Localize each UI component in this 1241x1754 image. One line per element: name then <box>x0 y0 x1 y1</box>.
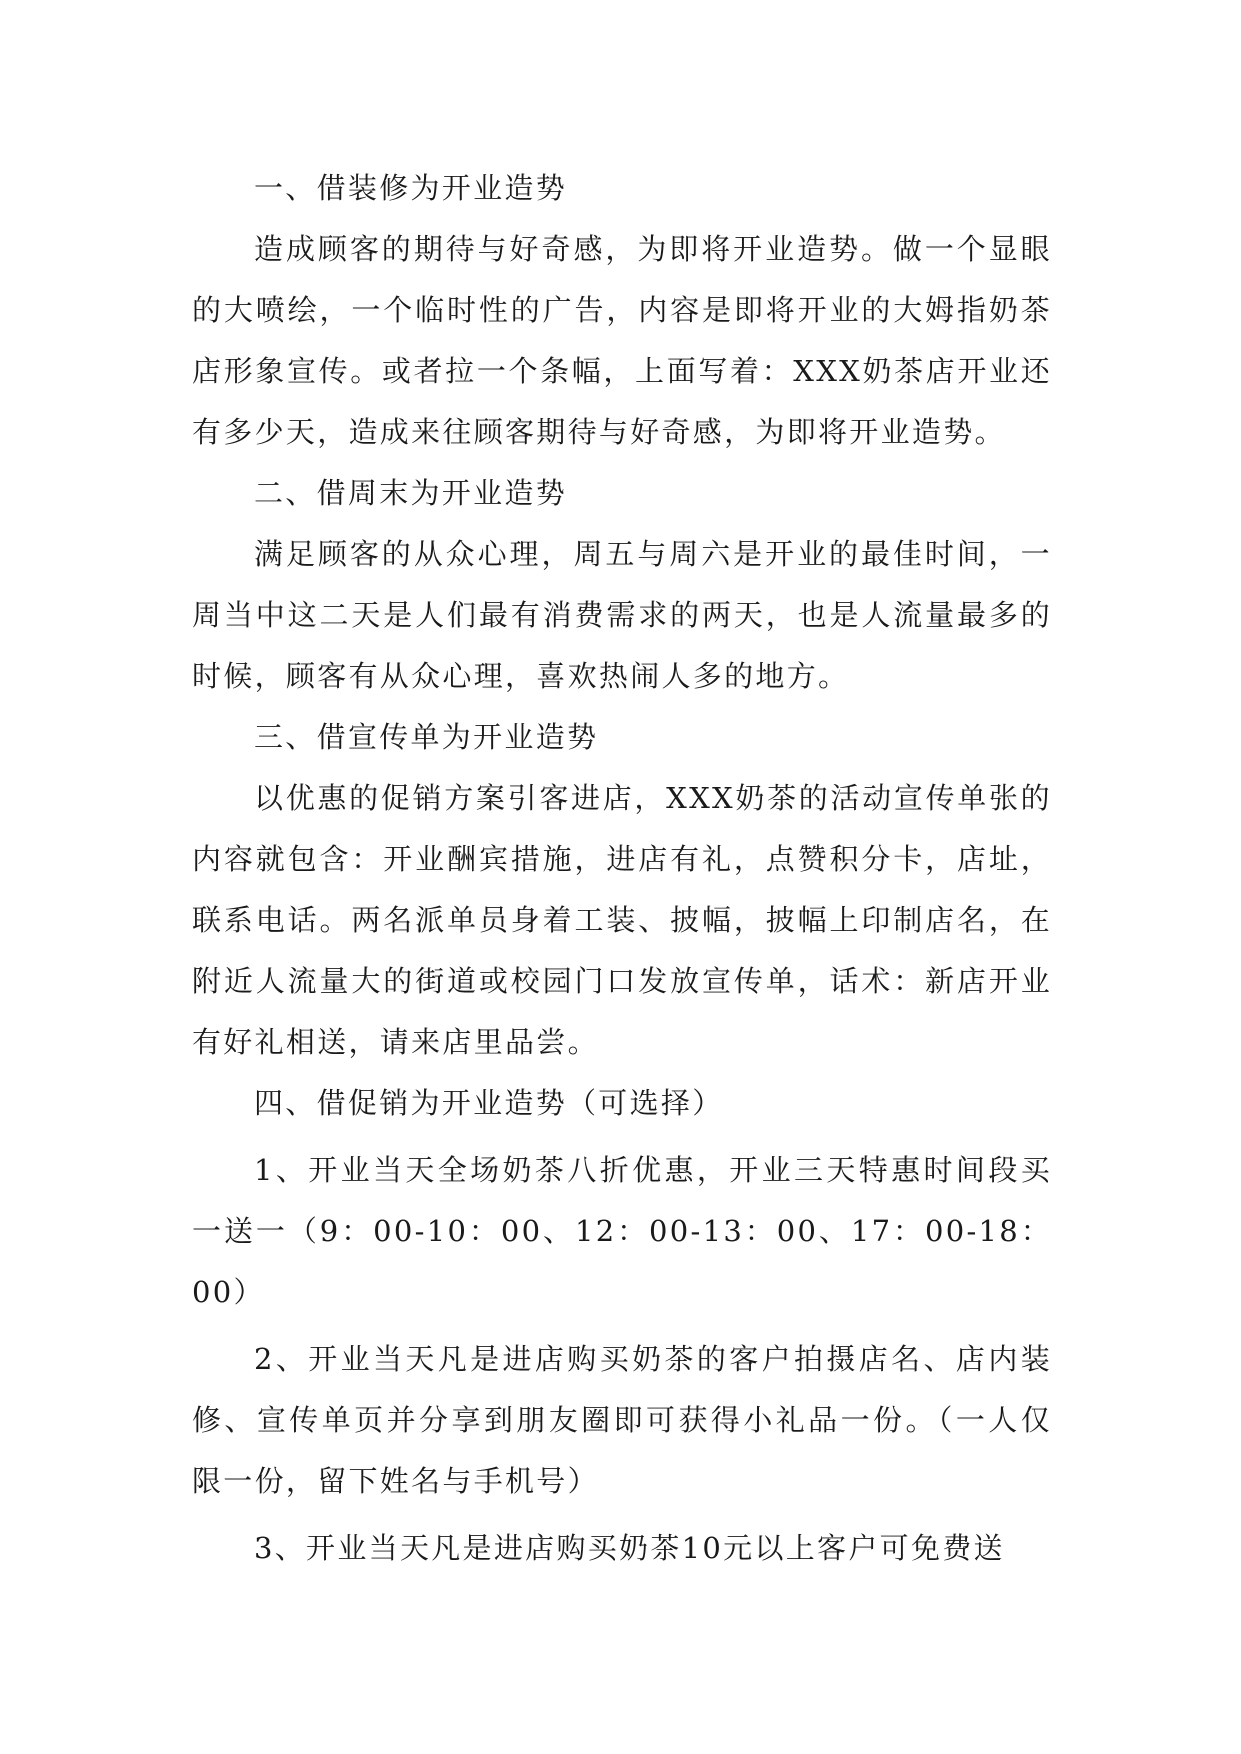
list-item-promotion-2: 2、开业当天凡是进店购买奶茶的客户拍摄店名、店内装修、宣传单页并分享到朋友圈即可获得小礼品一份。（一人仅限一份，留下姓名与手机号） <box>192 1342 1052 1498</box>
heading-flyer: 三、借宣传单为开业造势 <box>254 720 599 754</box>
document-body <box>192 158 1052 1579</box>
paragraph-renovation: 造成顾客的期待与好奇感，为即将开业造势。做一个显眼的大喷绘，一个临时性的广告，内容是即将开业的大姆指奶茶店形象宣传。或者拉一个条幅，上面写着：XXX奶茶店开业还有多少天，造成来往顾客期待与好奇感，为即将开业造势。 <box>192 232 1052 449</box>
paragraph-weekend: 满足顾客的从众心理，周五与周六是开业的最佳时间，一周当中这二天是人们最有消费需求的两天，也是人流量最多的时候，顾客有从众心理，喜欢热闹人多的地方。 <box>192 537 1052 693</box>
list-item-promotion-3: 3、开业当天凡是进店购买奶茶10元以上客户可免费送 <box>254 1531 1005 1565</box>
heading-promotion: 四、借促销为开业造势（可选择） <box>254 1086 724 1120</box>
heading-renovation: 一、借装修为开业造势 <box>254 171 568 205</box>
heading-weekend: 二、借周末为开业造势 <box>254 476 568 510</box>
list-item-promotion-1: 1、开业当天全场奶茶八折优惠，开业三天特惠时间段买一送一（9：00-10：00、12：00-13：00、17：00-18：00） <box>192 1153 1052 1309</box>
paragraph-flyer: 以优惠的促销方案引客进店，XXX奶茶的活动宣传单张的内容就包含：开业酬宾措施，进店有礼，点赞积分卡，店址，联系电话。两名派单员身着工装、披幅，披幅上印制店名，在附近人流量大的街道或校园门口发放宣传单，话术：新店开业有好礼相送，请来店里品尝。 <box>192 781 1052 1059</box>
